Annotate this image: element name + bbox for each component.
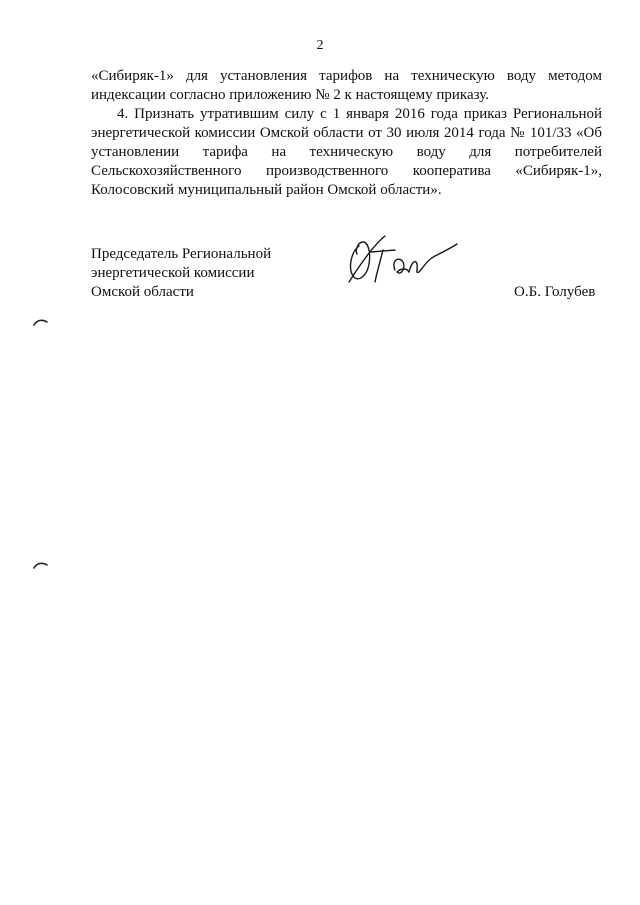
- paragraph-3-line-1: «Сибиряк-1» для установления тарифов на техническую воду методом: [91, 68, 602, 84]
- paragraph-4-line-1: 4. Признать утратившим силу с 1 января 2016 года приказ Региональной: [117, 106, 602, 122]
- signatory-title-line-3: Омской области: [91, 284, 194, 300]
- paragraph-3-line-2: индексации согласно приложению № 2 к настоящему приказу.: [91, 87, 489, 103]
- signatory-title-line-2: энергетической комиссии: [91, 265, 255, 281]
- page-number: 2: [316, 38, 324, 53]
- paragraph-4-line-4: Сельскохозяйственного производственного кооператива «Сибиряк-1»,: [91, 163, 602, 179]
- paragraph-4-line-2: энергетической комиссии Омской области от 30 июля 2014 года № 101/33 «Об: [91, 125, 602, 141]
- paragraph-4-line-5: Колосовский муниципальный район Омской области».: [91, 182, 442, 198]
- paragraph-4-line-3: установлении тарифа на техническую воду для потребителей: [91, 144, 602, 160]
- punch-mark-icon: [33, 561, 49, 569]
- punch-mark-icon: [33, 318, 49, 326]
- signatory-name: О.Б. Голубев: [514, 284, 596, 300]
- signatory-title-line-1: Председатель Региональной: [91, 246, 272, 262]
- signature-icon: [345, 230, 460, 286]
